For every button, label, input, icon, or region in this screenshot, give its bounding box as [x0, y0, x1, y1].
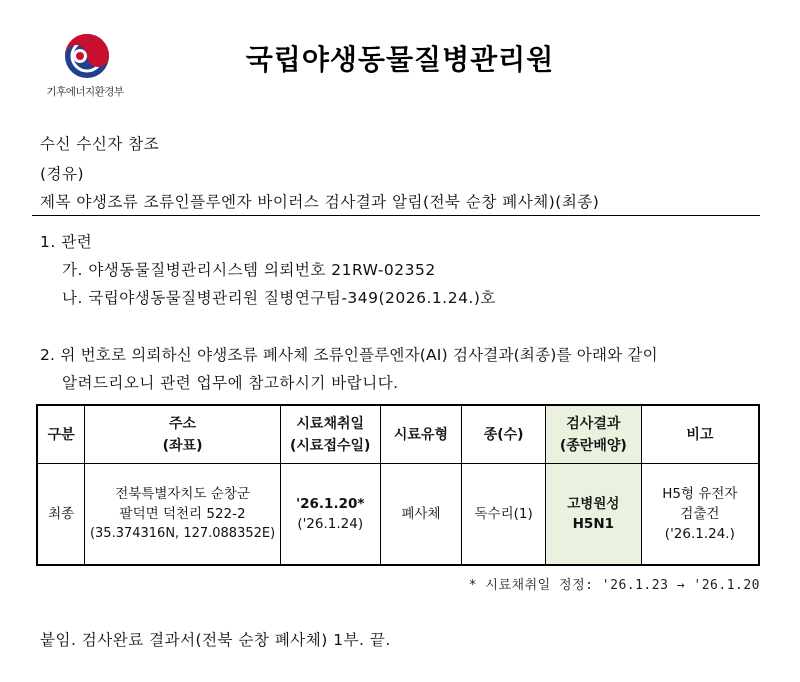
date-correction-footnote: * 시료채취일 정정: '26.1.23 → '26.1.20 [468, 578, 760, 593]
cell-date: '26.1.20* ('26.1.24) [280, 464, 380, 566]
cell-remarks: H5형 유전자 검출건 ('26.1.24.) [641, 464, 759, 566]
table-header-row [37, 405, 759, 464]
header-result: 검사결과 (종란배양) [545, 405, 641, 464]
attachment-line: 붙임. 검사완료 결과서(전북 순창 폐사체) 1부. 끝. [40, 631, 391, 649]
section1-item-a: 가. 야생동물질병관리시스템 의뢰번호 21RW-02352 [62, 261, 436, 279]
section1-item-b: 나. 국립야생동물질병관리원 질병연구팀-349(2026.1.24.)호 [62, 289, 496, 307]
header-species: 종(수) [462, 405, 546, 464]
subject-divider [32, 215, 760, 216]
document-title: 국립야생동물질병관리원 [245, 43, 555, 76]
cell-sample-type: 폐사체 [380, 464, 462, 566]
results-table [36, 404, 760, 566]
ministry-name: 기후에너지환경부 [46, 86, 124, 98]
cell-species: 독수리(1) [462, 464, 546, 566]
table-row [37, 464, 759, 566]
recipient-line: 수신 수신자 참조 [40, 135, 160, 153]
cell-category: 최종 [37, 464, 85, 566]
header-address: 주소 (좌표) [85, 405, 280, 464]
header-remarks: 비고 [641, 405, 759, 464]
header-date: 시료채취일 (시료접수일) [280, 405, 380, 464]
subject-line: 제목 야생조류 조류인플루엔자 바이러스 검사결과 알림(전북 순창 폐사체)(최종) [40, 193, 600, 211]
header-sample-type: 시료유형 [380, 405, 462, 464]
cell-result: 고병원성 H5N1 [545, 464, 641, 566]
section2-line1: 2. 위 번호로 의뢰하신 야생조류 폐사체 조류인플루엔자(AI) 검사결과(최종)를 아래와 같이 [40, 346, 658, 364]
cell-address: 전북특별자치도 순창군 팔덕면 덕천리 522-2 (35.374316N, 127.088352E) [85, 464, 280, 566]
header-category: 구분 [37, 405, 85, 464]
section1-title: 1. 관련 [40, 233, 93, 251]
via-line: (경유) [40, 165, 85, 183]
section2-line2: 알려드리오니 관련 업무에 참고하시기 바랍니다. [62, 374, 399, 392]
